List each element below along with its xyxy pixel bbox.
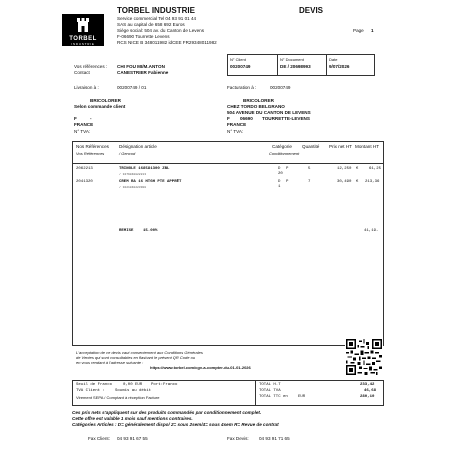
tower-icon bbox=[77, 18, 89, 32]
page-number: 1 bbox=[371, 28, 374, 33]
total-ttc-label: TOTAL TTC en bbox=[259, 395, 288, 399]
total-tva-value: 46,68 bbox=[364, 389, 377, 393]
references-label: Vos références : bbox=[74, 64, 108, 69]
references-value: CHI FOU MI/M.ANTON bbox=[117, 64, 165, 69]
row2-category: D bbox=[278, 180, 281, 184]
franco-value: 0,00 EUR bbox=[123, 383, 143, 387]
company-line: SAS au capital de 658 692 Euros bbox=[117, 22, 185, 27]
client-number: 00200749 bbox=[230, 64, 251, 69]
billing-value: 00200749 bbox=[270, 85, 291, 90]
row2-designation: CREM RA 16 HTGH PTE APPRÊT bbox=[119, 180, 182, 184]
row2-quantity: 7 bbox=[308, 180, 311, 184]
reference-box bbox=[227, 54, 375, 76]
client-number-label: N° Client bbox=[230, 57, 246, 62]
tva-client-value: Soumis au débit bbox=[115, 389, 152, 393]
items-table bbox=[72, 141, 384, 346]
billing-line3: 504 AVENUE DU CANTON DE LEVENS bbox=[227, 110, 311, 115]
payment-terms: Virement SEPA / Comptant à réception Facture bbox=[76, 395, 160, 400]
row1-category: D bbox=[278, 167, 281, 171]
footer-notes bbox=[72, 410, 279, 428]
discount-amount: 41,19- bbox=[364, 229, 379, 233]
row1-unit-code: P bbox=[286, 167, 289, 171]
franco-label: Seuil de Franco bbox=[76, 383, 113, 387]
total-ttc-currency: EUR bbox=[298, 395, 306, 399]
delivery-line3: F bbox=[74, 116, 77, 121]
row1-amount: 61,25 bbox=[369, 167, 382, 171]
conditions-url[interactable]: https://www.torbel.com/cgv-a-compter-du-01-01-2026 bbox=[150, 365, 251, 370]
port-label: Port:Franco bbox=[151, 383, 178, 387]
row1-designation: TRINGLE 168581300 ZBL bbox=[119, 167, 170, 171]
company-line: Siège social: 504 av. du Canton de Levens bbox=[117, 28, 205, 33]
row1-gencod: / 3479040822213 bbox=[119, 173, 147, 176]
date-label: Date bbox=[329, 57, 338, 62]
tva-client-label: TVA Client : bbox=[76, 389, 105, 393]
header-gencod: / Gencod bbox=[119, 151, 136, 156]
document-number: DE / 20698993 bbox=[280, 64, 311, 69]
conditions-text bbox=[76, 350, 203, 365]
delivery-value: 00200749 / 01 bbox=[117, 85, 147, 90]
discount-percent: 15.00% bbox=[143, 229, 158, 233]
billing-postcode: 06690 bbox=[240, 116, 253, 121]
company-line: Service commercial Tel 04 93 91 01 44 bbox=[117, 16, 197, 21]
header-packaging: Conditionnement bbox=[269, 151, 300, 156]
conditions-line: en vous rendant à l'adresse suivante : bbox=[76, 360, 144, 365]
header-category: Catégorie bbox=[272, 144, 292, 149]
delivery-country: FRANCE bbox=[74, 122, 94, 127]
billing-country: FRANCE bbox=[227, 122, 247, 127]
total-ttc-value: 280,10 bbox=[360, 395, 375, 399]
row1-currency: € bbox=[356, 167, 359, 171]
billing-tva-label: N° TVA: bbox=[227, 129, 244, 134]
footer-note: Cette offre est valable 1 mois sauf mentions contraires. bbox=[72, 416, 193, 421]
row2-packaging: 1 bbox=[278, 185, 281, 189]
row2-unit-code: P bbox=[286, 180, 289, 184]
row2-currency: € bbox=[356, 180, 359, 184]
conditions-line: de Ventes qui sont consultables en flashant le présent QR Code ou bbox=[76, 355, 196, 360]
row1-ref: 2062213 bbox=[76, 167, 93, 171]
contact-value: CANESTRIER Fabienne bbox=[117, 70, 169, 75]
logo-subtext: INDUSTRIE bbox=[71, 42, 95, 46]
row1-packaging: 20 bbox=[278, 172, 283, 176]
conditions-line: L'acceptation de ce devis vaut consentement aux Conditions Générales bbox=[76, 350, 203, 355]
row1-quantity: 5 bbox=[308, 167, 311, 171]
company-line: RCS NICE B 348011982 idCEE FR29348011982 bbox=[117, 40, 217, 45]
header-unit-price: Prix net HT bbox=[329, 144, 352, 149]
fax-client-label: Fax Client: bbox=[88, 436, 110, 441]
row2-unit-price: 30,490 bbox=[337, 180, 352, 184]
document-number-label: N° Document bbox=[280, 57, 304, 62]
page-label: Page bbox=[353, 28, 364, 33]
company-name: TORBEL INDUSTRIE bbox=[117, 6, 195, 15]
fax-devis-label: Fax Devis: bbox=[227, 436, 249, 441]
row1-unit-price: 12,250 bbox=[337, 167, 352, 171]
company-logo bbox=[62, 14, 104, 46]
contact-label: Contact bbox=[74, 70, 90, 75]
header-our-ref: Nos Références bbox=[76, 144, 109, 149]
billing-line2: CHEZ TORDO BELGRANO bbox=[227, 104, 285, 109]
row2-ref: 2041320 bbox=[76, 180, 93, 184]
header-your-ref: Vos Références bbox=[76, 151, 105, 156]
footer-note: Catégories Articles : D= généralement dispo/ 2= sous 2sem/4= sous 4sem R= Revue de contrat bbox=[72, 422, 279, 427]
delivery-tva-label: N° TVA: bbox=[74, 129, 91, 134]
company-line: F-06690 Tourrette Levens bbox=[117, 34, 170, 39]
header-quantity: Quantité bbox=[302, 144, 320, 149]
discount-label: REMISE bbox=[119, 229, 134, 233]
footer-note: Ces prix nets s'appliquent sur des produits commandés par conditionnement complet. bbox=[72, 410, 262, 415]
billing-name: BRICOLORER bbox=[243, 98, 274, 103]
total-ht-label: TOTAL H.T bbox=[259, 383, 281, 387]
delivery-line2: Selon commande client bbox=[74, 104, 126, 109]
billing-label: Facturation à : bbox=[227, 85, 257, 90]
billing-city: TOURRETTE-LEVENS bbox=[262, 116, 310, 121]
delivery-name: BRICOLORER bbox=[90, 98, 121, 103]
qr-code-icon[interactable] bbox=[345, 339, 383, 375]
logo-text: TORBEL bbox=[69, 36, 97, 42]
fax-devis-value: 04 93 91 71 65 bbox=[259, 436, 290, 441]
delivery-label: Livraison à : bbox=[74, 85, 99, 90]
header-amount: Montant HT bbox=[355, 144, 379, 149]
total-ht-value: 233,42 bbox=[360, 383, 375, 387]
billing-line4a: F bbox=[227, 116, 230, 121]
document-type: DEVIS bbox=[299, 6, 324, 15]
row2-amount: 213,36 bbox=[365, 180, 380, 184]
company-info bbox=[117, 16, 217, 46]
header-designation: Désignation article bbox=[119, 144, 157, 149]
delivery-line3b: - bbox=[90, 116, 92, 121]
document-date: 9/07/2026 bbox=[329, 64, 350, 69]
fax-client-value: 04 93 91 67 55 bbox=[117, 436, 148, 441]
totals-box bbox=[72, 380, 384, 406]
row2-gencod: / 3221040223300 bbox=[119, 186, 147, 189]
total-tva-label: TOTAL TVA bbox=[259, 389, 281, 393]
